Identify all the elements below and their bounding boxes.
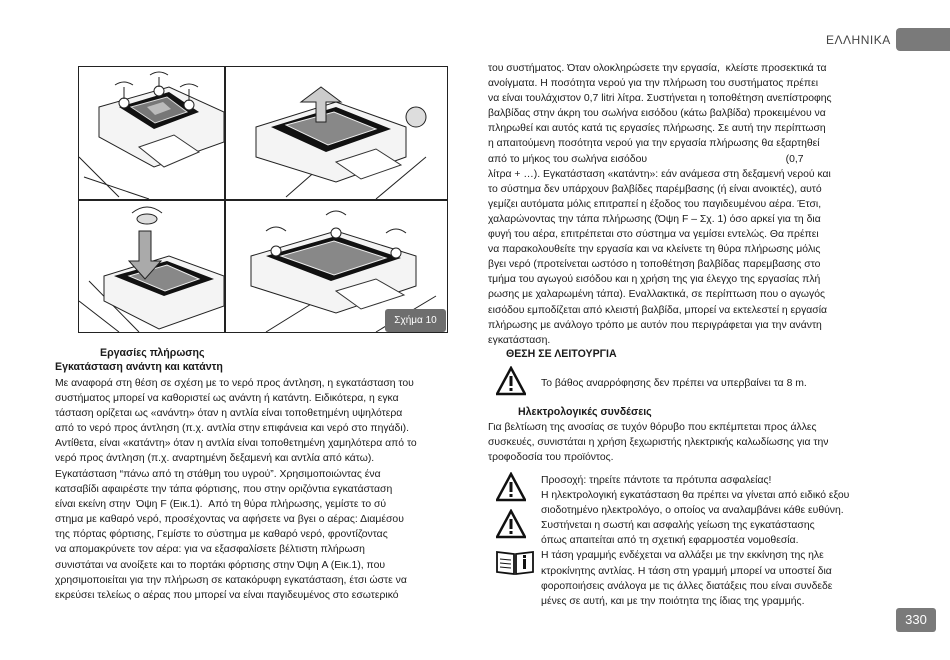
figure-panel-1: [78, 66, 225, 200]
text-line: εκρεύσει τελείως ο αέρας που μπορεί να είναι παγιδευμένος στο εσωτερικό: [55, 589, 399, 601]
text-line: Η ηλεκτρολογική εγκατάσταση θα πρέπει να γίνεται από ειδικό εξου: [541, 490, 850, 502]
subsection-heading: Εγκατάσταση ανάντη και κατάντη: [55, 361, 223, 373]
text-line: μένες σε αυτή, και με την ποιότητα της ίδιας της γραμμής.: [541, 595, 805, 607]
text-line: ρωσης με χαλαρωμένη τάπα). Εναλλακτικά, σε περίπτωση που ο αγωγός: [488, 289, 826, 301]
text-line: Με αναφορά στη θέση σε σχέση με το νερό προς άντληση, η εγκατάσταση του: [55, 378, 414, 389]
text-line: φυγή του αέρα, επιτρέπεται στο σύστημα να γεμίσει εντελώς. Θα πρέπει: [488, 229, 819, 241]
text-line: του συστήματος. Όταν ολοκληρώσετε την εργασία, κλείστε προσεκτικά τα: [488, 63, 827, 74]
pump-illustration-3: [79, 201, 224, 332]
figure-panel-3: [78, 200, 225, 333]
electrical-heading: Ηλεκτρολογικές συνδέσεις: [518, 406, 652, 418]
text-line: τάσταση ορίζεται ως «ανάντη» όταν η αντλία είναι τοποθετημένη υψηλότερα: [55, 408, 403, 420]
text-line: χαλαρώνοντας την τάπα πλήρωσης (Όψη F – Σχ. 1) όσο αρκεί για τη δια: [488, 213, 821, 225]
text-line: της πόρτας φόρτισης, Γεμίστε το σύστημα με καθαρό νερό, φροντίζοντας: [55, 529, 388, 541]
text-line: Συστήνεται η σωστή και ασφαλής γείωση της εγκατάστασης: [541, 520, 815, 532]
text-line: Η τάση γραμμής ενδέχεται να αλλάξει με την εκκίνηση της ηλε: [541, 550, 824, 562]
text-line: ανοίγματα. Η ποσότητα νερού για την πλήρωση του συστήματος πρέπει: [488, 78, 819, 90]
text-line: τροφοδοσία του προϊόντος.: [488, 452, 614, 464]
text-line: κτροκίνητης αντλίας. Η τάση στη γραμμή μπορεί να υποστεί δια: [541, 565, 832, 577]
text-line: πλήρωσης με ανάλογο τρόπο με αυτόν που περιγράφεται για την ανάντη: [488, 319, 822, 331]
text-line: γεμίζει αυτόματα μόλις επιτραπεί η έξοδος του παγιδευμένου αέρα. Έτσι,: [488, 198, 822, 210]
left-paragraph-2: [55, 467, 461, 603]
figure-10: [78, 66, 448, 333]
warning-icon: [496, 472, 526, 502]
text-line: εγκατάσταση.: [488, 334, 551, 346]
safety-notes: [541, 473, 897, 609]
pump-illustration-1: [79, 67, 224, 199]
text-line: λίτρα + …). Εγκατάσταση «κατάντη»: εάν ανάμεσα στη δεξαμενή νερού και: [488, 168, 831, 180]
text-line: τμήμα του αγωγού εισόδου και η χρήση της για έλεγχο της εργασίας πλή: [488, 274, 821, 286]
text-line: το σύστημα δεν υπάρχουν βαλβίδες παρέμβασης (ή είναι ανοικτές), αυτό: [488, 183, 822, 195]
warning-icon: [496, 509, 526, 539]
text-line: από το μήκος του σωλήνα εισόδου (0,7: [488, 153, 804, 165]
manual-info-icon: [495, 548, 535, 576]
suction-depth-warning: Το βάθος αναρρόφησης δεν πρέπει να υπερβαίνει τα 8 m.: [541, 378, 807, 389]
text-line: είναι εκείνη στην Όψη F (Εικ.1). Από τη θύρα πλήρωσης, γεμίστε το σύ: [55, 499, 387, 511]
text-line: όπως απαιτείται από τη σχετική εφαρμοστέα νομοθεσία.: [541, 535, 799, 547]
text-line: Αντίθετα, είναι «κατάντη» όταν η αντλία είναι τοποθετημένη χαμηλότερα από το: [55, 438, 417, 450]
text-line: εισόδου εμποδίζεται από κλειστή βαλβίδα, μπορεί να εκτελεστεί η εργασία: [488, 304, 828, 316]
figure-caption: Σχήμα 10: [385, 309, 446, 332]
pump-illustration-2: [226, 67, 447, 199]
text-line: να απομακρύνετε τον αέρα: για να εξασφαλίσετε βέλτιστη πλήρωση: [55, 544, 365, 556]
text-line: Προσοχή: τηρείτε πάντοτε τα πρότυπα ασφαλείας!: [541, 475, 772, 486]
page-number: 330: [896, 608, 936, 632]
warning-icon: [496, 366, 526, 396]
text-line: η απαιτούμενη ποσότητα νερού για την εργασία πλήρωσης θα εξαρτηθεί: [488, 138, 820, 150]
text-line: να είναι τουλάχιστον 0,7 litri λίτρα. Συστήνεται η τοποθέτηση ανεπίστροφης: [488, 93, 832, 105]
text-line: βγει νερό (προτείνεται ωστόσο η τοποθέτηση βαλβίδας παρεμβασης στο: [488, 259, 821, 271]
text-line: να παρακολουθείτε την εργασία και να κλείνετε τη θύρα πλήρωσης μόλις: [488, 244, 821, 256]
section-heading: Εργασίες πλήρωσης: [100, 347, 205, 359]
text-line: Εγκατάσταση “πάνω από τη στάθμη του υγρού”. Χρησιμοποιώντας ένα: [55, 469, 381, 480]
text-line: πληρωθεί και αυτός κατά τις εργασίες πλήρωσης. Σε αυτή την περίπτωση: [488, 123, 826, 135]
text-line: βαλβίδας στην άκρη του σωλήνα εισόδου (κάτω βαλβίδα) προκειμένου να: [488, 108, 826, 120]
text-line: συστήματος μπορεί να καθοριστεί ως ανάντη ή κατάντη. Ειδικότερα, η εγκα: [55, 393, 399, 405]
right-paragraph-1: [488, 61, 895, 348]
text-line: στημα με καθαρό νερό, προσέχοντας να αφήσετε να βγει ο αέρας: Διαμέσου: [55, 514, 404, 526]
text-line: φοροποιήσεις ανάλογα με τις άλλες διατάξεις που είναι συνδεδε: [541, 580, 833, 592]
left-paragraph-1: [55, 376, 461, 467]
figure-panel-2: [225, 66, 448, 200]
text-line: σιοδοτημένο ηλεκτρολόγο, ο οποίος να αναλαμβάνει κάθε ευθύνη.: [541, 505, 844, 517]
language-label: ΕΛΛΗΝΙΚΑ: [826, 33, 891, 47]
text-line: Για βελτίωση της ανοσίας σε τυχόν θόρυβο που εκπέμπεται προς άλλες: [488, 422, 817, 433]
text-line: συνιστάται να ανοίξετε και το πορτάκι φόρτισης στην Όψη A (Εικ.1), που: [55, 559, 386, 571]
position-heading: ΘΕΣΗ ΣΕ ΛΕΙΤΟΥΡΓΙΑ: [506, 348, 617, 360]
right-paragraph-2: [488, 420, 895, 465]
text-line: από το νερό προς άντληση (π.χ. αντλία στην επιφάνεια και νερό στο πηγάδι).: [55, 423, 409, 435]
text-line: χρησιμοποιείται για την πλήρωση σε κατακόρυφη εγκατάσταση, έτσι ώστε να: [55, 574, 407, 586]
text-line: κατσαβίδι αφαιρέστε την τάπα φόρτισης, που στην οριζόντια εγκατάσταση: [55, 484, 393, 496]
text-line: νερό προς άντληση (π.χ. αναρτημένη δεξαμενή και αντλία από κάτω).: [55, 453, 375, 465]
text-line: συσκευές, συνιστάται η χρήση ξεχωριστής ηλεκτρικής καλωδίωσης για την: [488, 437, 829, 449]
language-tab: [896, 28, 950, 51]
